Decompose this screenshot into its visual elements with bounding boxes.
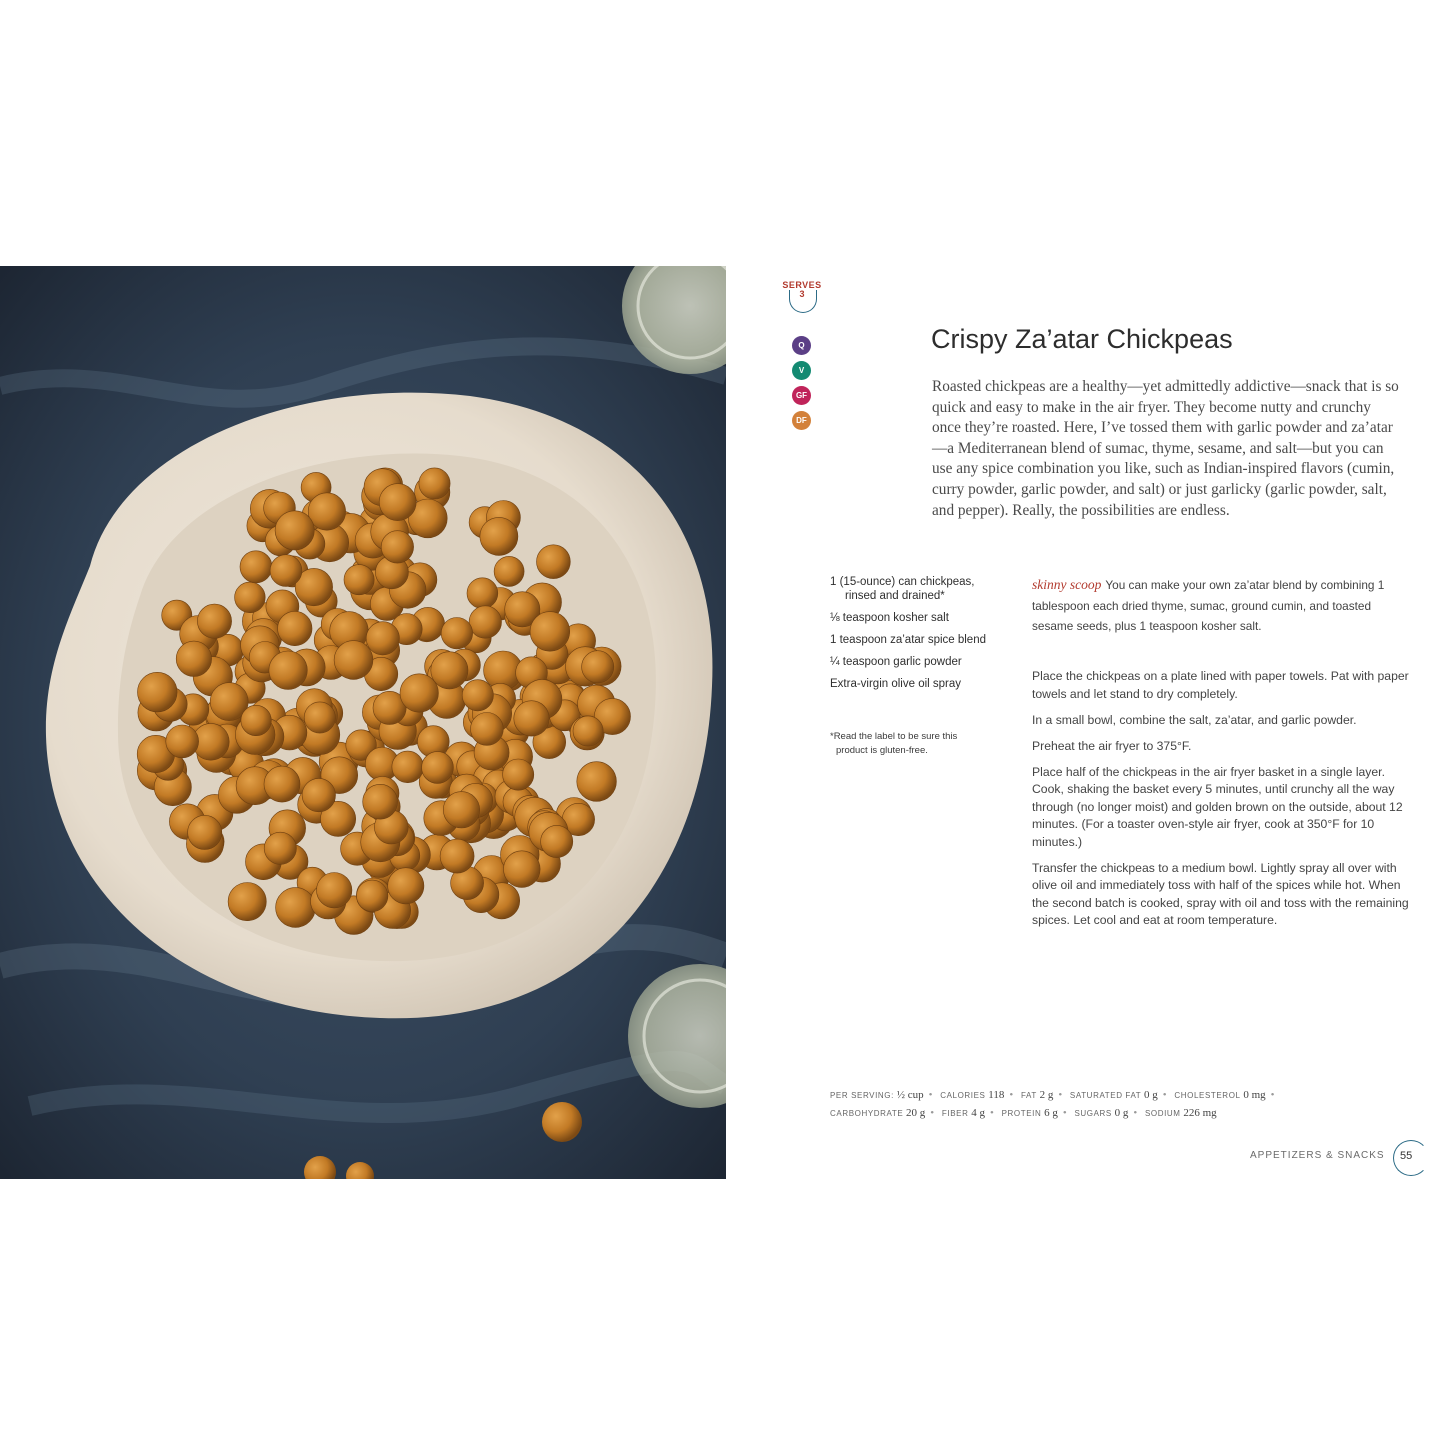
serves-count: 3 [799,289,805,299]
skinny-scoop-text: You can make your own za’atar blend by combining 1 tablespoon each dried thyme, sumac, ground cumin, and toasted sesame seeds, plus 1 teaspoon kosher salt. [1032,578,1385,633]
skinny-scoop-tip [1032,575,1410,637]
per-serving-value: ½ cup [896,1089,924,1101]
chickpea-bowl-photo [0,266,726,1179]
recipe-steps [1032,668,1410,938]
nutrition-value: 0 g [1144,1089,1158,1101]
serves-label: SERVES [782,280,822,290]
recipe-step: Preheat the air fryer to 375°F. [1032,738,1192,753]
nutrition-value: 226 mg [1183,1106,1217,1119]
recipe-step: In a small bowl, combine the salt, za’atar, and garlic powder. [1032,712,1357,727]
nutrition-label: CARBOHYDRATE [830,1108,904,1118]
diet-badges [792,336,812,436]
ingredient-line: rinsed and drained* [845,590,945,602]
ingredient-item: Extra-virgin olive oil spray [830,678,962,690]
nutrition-label: PROTEIN [1001,1108,1042,1118]
page-number-text: 55 [1400,1150,1413,1162]
ingredient-line: 1 (15-ounce) can chickpeas, [830,576,975,588]
vegetarian-badge-icon: V [792,361,811,380]
recipe-step: Place half of the chickpeas in the air fryer basket in a single layer. Cook, shaking the basket every 5 minutes, until crunchy all the way through (no longer moist) and golden brown on the outside, about 12 minutes. (For a toaster oven-style air fryer, cook at 350°F for 10 minutes.) [1032,764,1403,849]
gluten-free-note [830,730,1000,757]
nutrition-label: CHOLESTEROL [1174,1091,1241,1100]
nutrition-value: 2 g [1039,1089,1054,1101]
quick-badge-icon: Q [792,336,811,355]
skinny-scoop-label: skinny scoop [1032,577,1102,592]
ingredient-item: 1 teaspoon za’atar spice blend [830,634,986,646]
nutrition-label: FIBER [941,1108,969,1118]
ingredient-item: ¼ teaspoon garlic powder [830,656,962,668]
recipe-title: Crispy Za’atar Chickpeas [931,324,1233,354]
section-footer: APPETIZERS & SNACKS [1250,1150,1385,1161]
nutrition-value: 118 [988,1089,1005,1101]
nutrition-label: SODIUM [1144,1108,1181,1118]
page-number [1393,1140,1423,1176]
recipe-step: Transfer the chickpeas to a medium bowl. Lightly spray all over with olive oil and immediately toss with half of the spices while hot. When the second batch is cooked, spray with oil and toss with the remaining spices. Let cool and eat at room temperature. [1032,860,1409,928]
recipe-step: Place the chickpeas on a plate lined with paper towels. Pat with paper towels and let stand to dry completely. [1032,669,1409,701]
nutrition-label: FAT [1020,1091,1037,1100]
note-line: *Read the label to be sure this [830,731,958,742]
nutrition-label: SATURATED FAT [1069,1091,1142,1100]
nutrition-value: 20 g [906,1106,926,1119]
serves-indicator [781,280,823,299]
gluten-free-badge-icon: GF [792,386,811,405]
serves-arc-icon [789,290,817,313]
nutrition-value: 4 g [971,1106,985,1119]
ingredients-list [830,575,1010,699]
dairy-free-badge-icon: DF [792,411,811,430]
ingredient-item: ⅛ teaspoon kosher salt [830,612,949,624]
nutrition-value: 0 mg [1243,1089,1266,1101]
nutrition-label: SUGARS [1074,1108,1112,1118]
nutrition-value: 6 g [1044,1106,1058,1119]
nutrition-info: PER SERVING: ½ cup • CALORIES 118 • FAT 2 g • SATURATED FAT 0 g • CHOLESTEROL 0 mg • CARBOHYDRATE 20 g • FIBER 4 g • PROTEIN 6 g • SUGARS 0 g • SODIUM 226 mg [830,1089,1275,1119]
note-line: product is gluten-free. [836,744,928,756]
nutrition-label: CALORIES [940,1091,986,1100]
recipe-intro: Roasted chickpeas are a healthy—yet admittedly addictive—snack that is so quick and easy to make in the air fryer. They become nutty and crunchy once they’re roasted. Here, I’ve tossed them with garlic powder and za’atar—a Mediterranean blend of sumac, thyme, sesame, and salt—but you can use any spice combination you like, such as Indian-inspired flavors (cumin, curry powder, garlic powder, and salt) or just garlicky (garlic powder, salt, and pepper). Really, the possibilities are endless. [932,378,1399,519]
ingredient-item [830,575,1010,603]
photo-illustration [0,266,726,1179]
nutrition-value: 0 g [1114,1106,1129,1119]
per-serving-label: PER SERVING: [830,1091,894,1100]
